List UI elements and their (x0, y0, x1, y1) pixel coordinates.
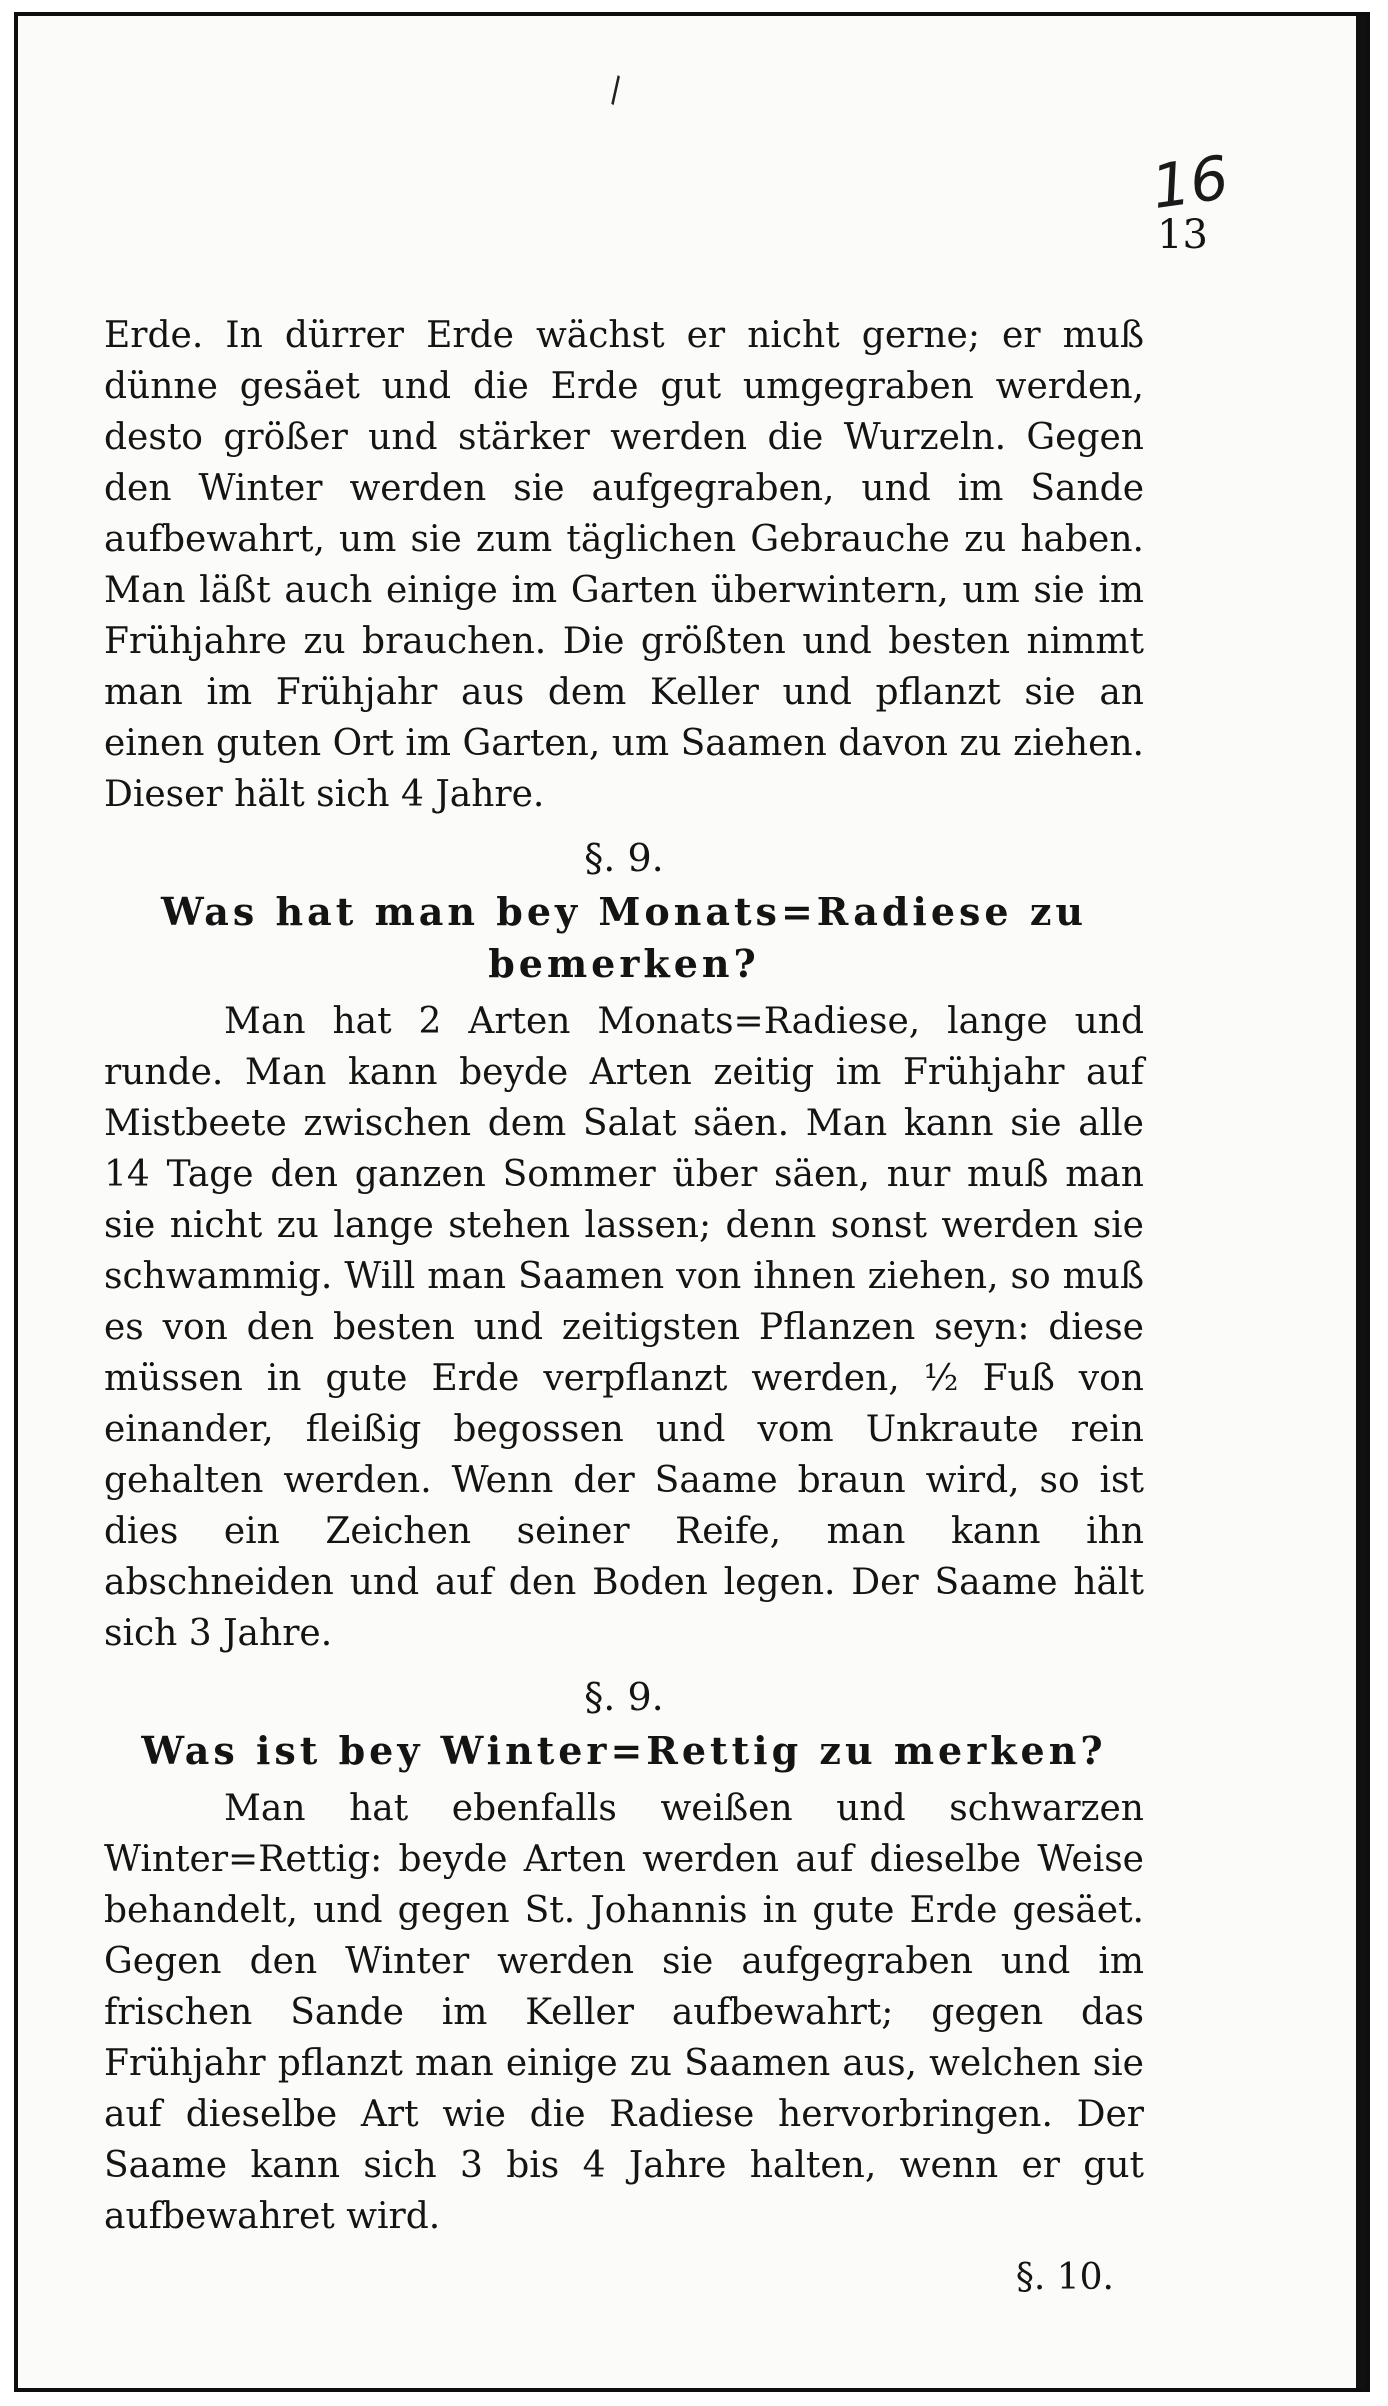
section-number-9b: §. 9. (584, 1675, 664, 1719)
section-question-9a: Was hat man bey Monats=Radiese zu bemerken? (160, 889, 1088, 986)
paragraph-section-8-end: Erde. In dürrer Erde wächst er nicht gerne; er muß dünne gesäet und die Erde gut umgegraben werden, desto größer und stärker werden die Wurzeln. Gegen den Winter werden sie aufgegraben, und im Sande aufbewahrt, um sie zum täglichen Gebrauche zu haben. Man läßt auch einige im Garten überwintern, um sie im Frühjahre zu brauchen. Die größten und besten nimmt man im Frühjahr aus dem Keller und pflanzt sie an einen guten Ort im Garten, um Saamen davon zu ziehen. Dieser hält sich 4 Jahre. (104, 315, 1144, 815)
body-text (104, 310, 1144, 2303)
section-number-9a: §. 9. (584, 836, 664, 880)
handwritten-folio-number: 16 (1147, 143, 1233, 223)
ink-mark: \ (600, 69, 631, 111)
section-question-9b: Was ist bey Winter=Rettig zu merken? (141, 1728, 1107, 1773)
catchword: §. 10. (1015, 2257, 1114, 2298)
page-number: 13 (1157, 212, 1208, 258)
paragraph-section-9b: Man hat ebenfalls weißen und schwarzen Winter=Rettig: beyde Arten werden auf dieselbe Weise behandelt, und gegen St. Johannis in gute Erde gesäet. Gegen den Winter werden sie aufgegraben und im frischen Sande im Keller aufbewahrt; gegen das Frühjahr pflanzt man einige zu Saamen aus, welchen sie auf dieselbe Art wie die Radiese hervorbringen. Der Saame kann sich 3 bis 4 Jahre halten, wenn er gut aufbewahret wird. (104, 1788, 1144, 2237)
paragraph-section-9a: Man hat 2 Arten Monats=Radiese, lange und runde. Man kann beyde Arten zeitig im Frühjahr auf Mistbeete zwischen dem Salat säen. Man kann sie alle 14 Tage den ganzen Sommer über säen, nur muß man sie nicht zu lange stehen lassen; denn sonst werden sie schwammig. Will man Saamen von ihnen ziehen, so muß es von den besten und zeitigsten Pflanzen seyn: diese müssen in gute Erde verpflanzt werden, ½ Fuß von einander, fleißig begossen und vom Unkraute rein gehalten werden. Wenn der Saame braun wird, so ist dies ein Zeichen seiner Reife, man kann ihn abschneiden und auf den Boden legen. Der Saame hält sich 3 Jahre. (104, 1001, 1144, 1654)
